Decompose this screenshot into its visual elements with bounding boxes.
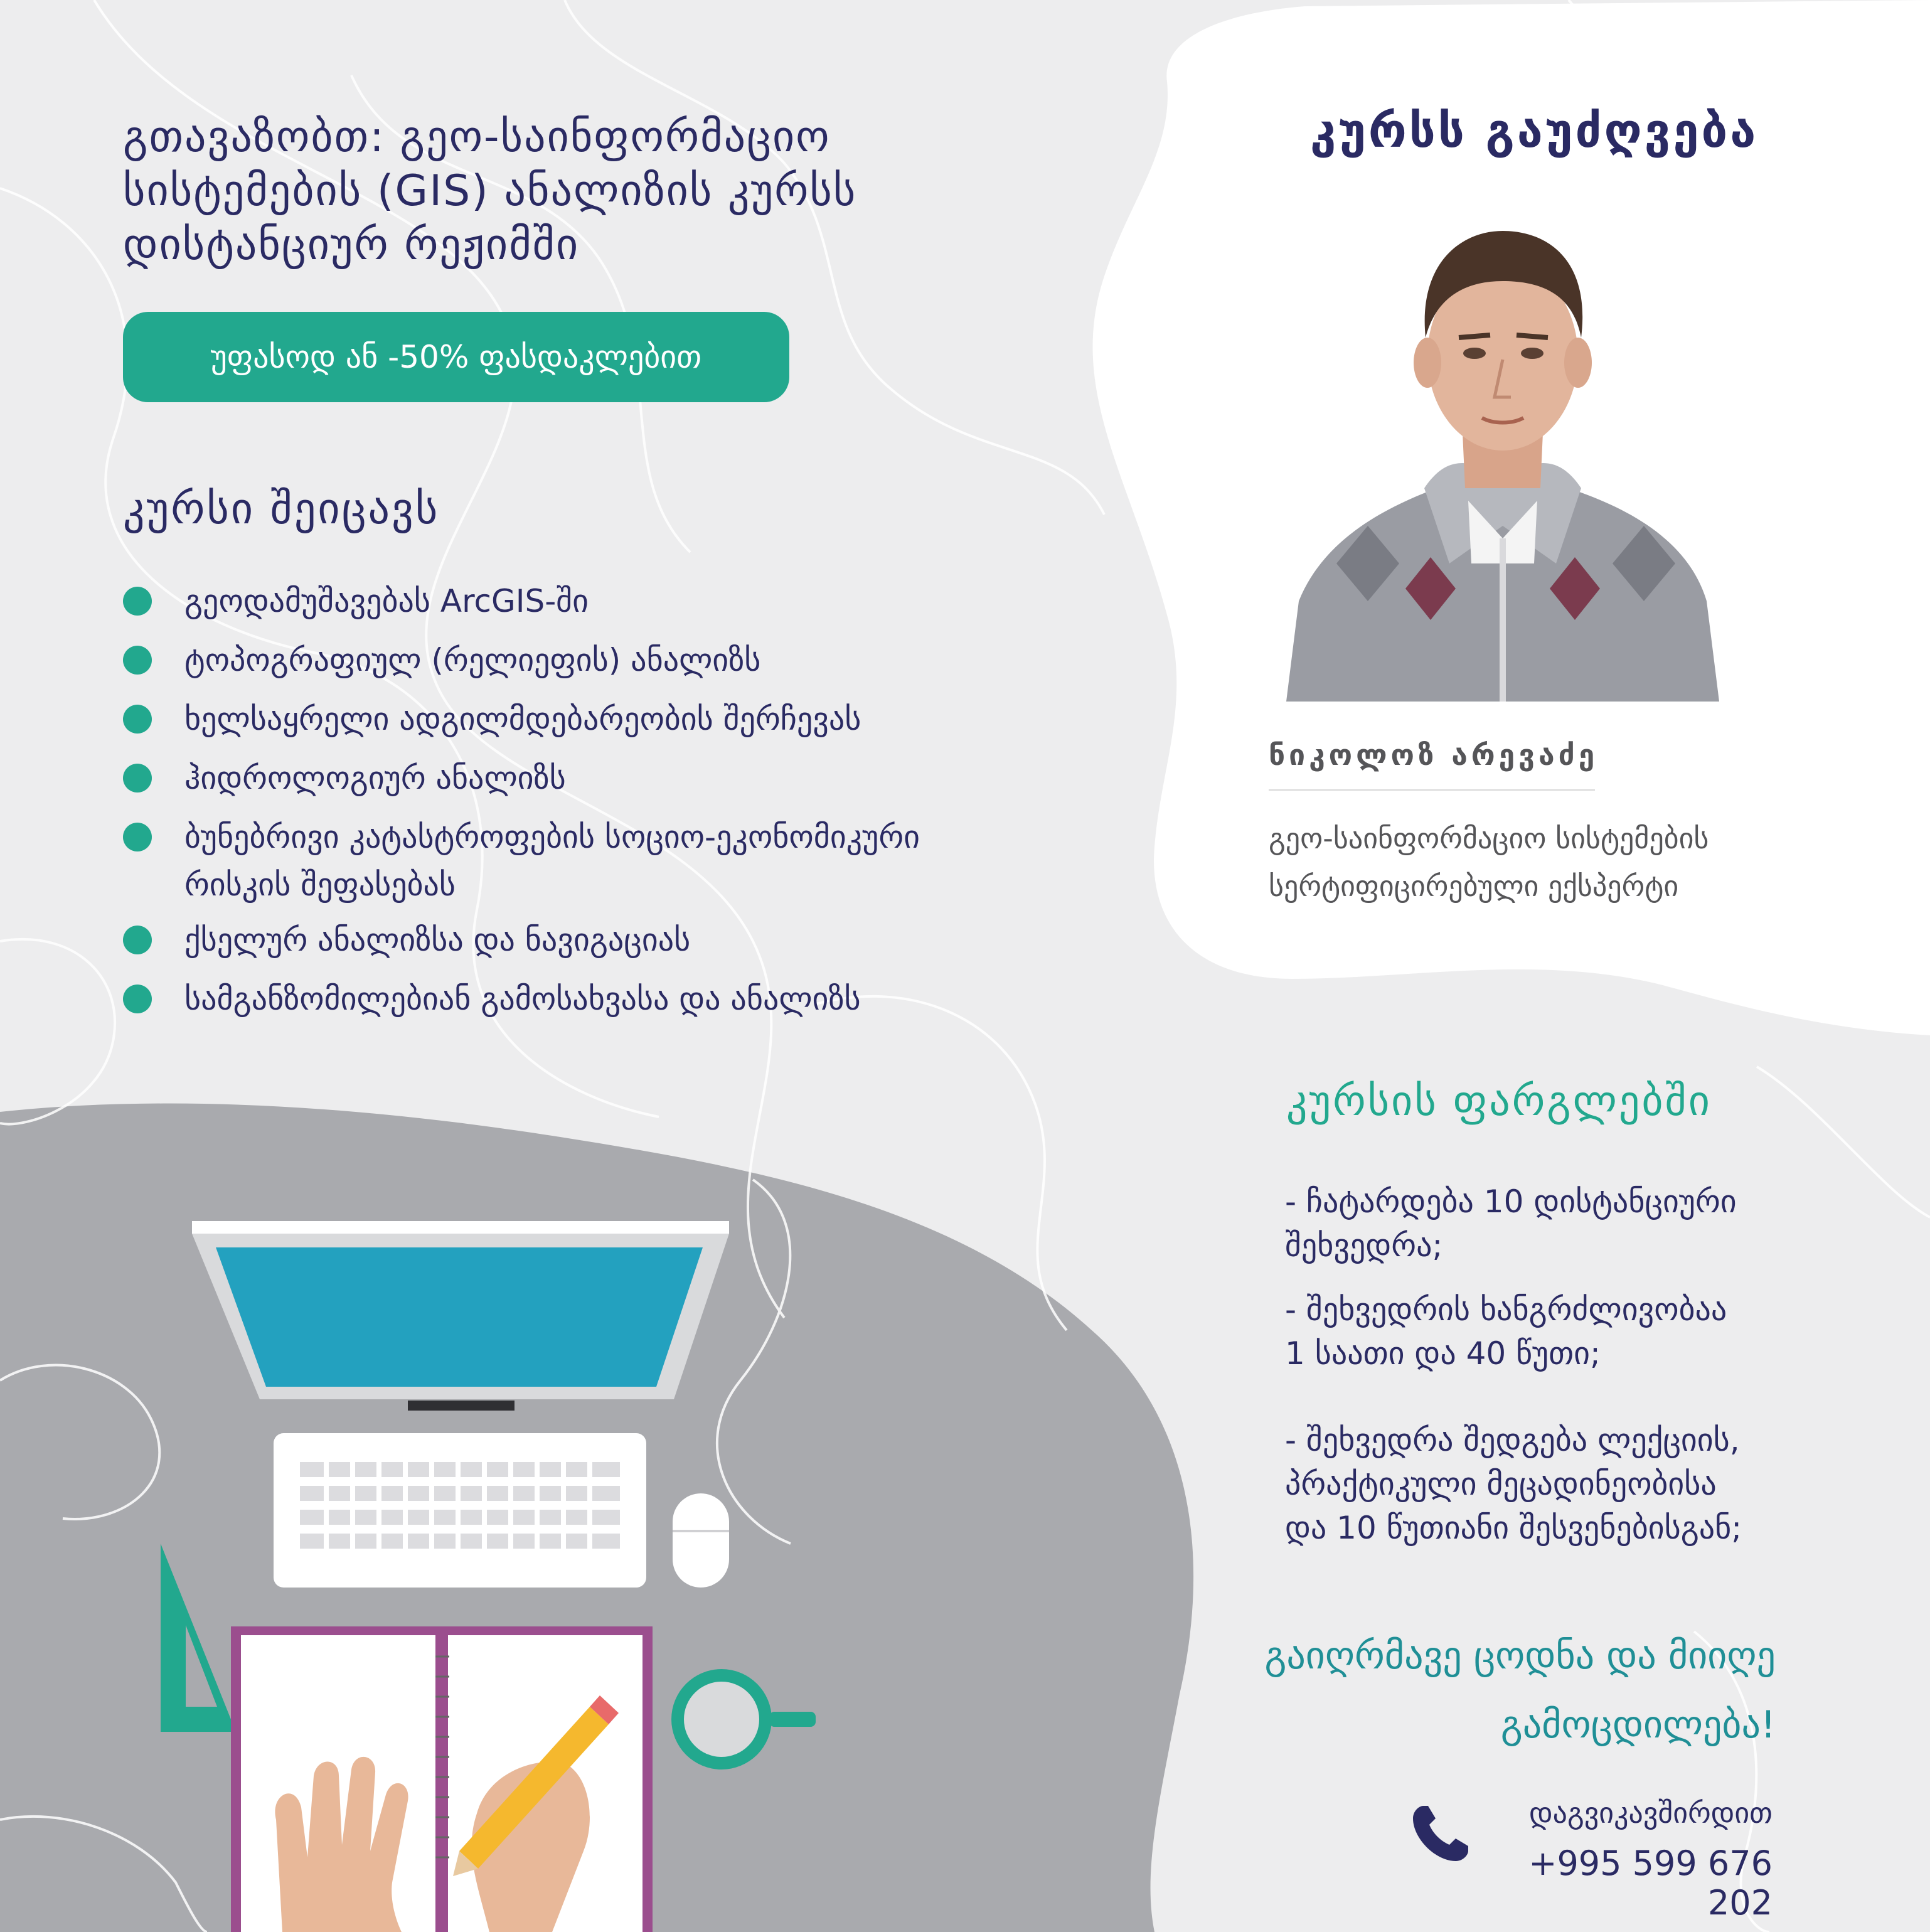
info-item-line: 1 საათი და 40 წუთი; [1285,1335,1601,1372]
instructor-role-line-1: გეო-საინფორმაციო სისტემების [1269,821,1709,855]
info-item-line: და 10 წუთიანი შესვენებისგან; [1285,1510,1742,1546]
info-item-line: პრაქტიკული მეცადინეობისა [1285,1466,1717,1502]
info-item-line: - შეხვედრის ხანგრძლივობაა [1285,1291,1727,1328]
headline-line-3: დისტანციურ რეჟიმში [123,220,580,270]
list-item-text: ჰიდროლოგიურ ანალიზს [184,760,566,796]
contact-phone[interactable]: +995 599 676 202 [1528,1844,1773,1923]
headline-line-2: სისტემების (GIS) ანალიზის კურსს [123,166,857,216]
list-item-text: ქსელურ ანალიზსა და ნავიგაციას [184,922,691,958]
headline-line-1: გთავაზობთ: გეო-საინფორმაციო [123,112,831,162]
list-item-text: ხელსაყრელი ადგილმდებარეობის შერჩევას [184,701,861,737]
instructor-name: ნიკოლოზ არევაძე [1269,738,1599,772]
info-item-line: შეხვედრა; [1285,1227,1443,1264]
slogan-line-2: გამოცდილება! [1500,1703,1776,1747]
list-item-text: გეოდამუშავებას ArcGIS-ში [184,583,589,619]
list-item-text-line-2: რისკის შეფასებას [184,867,456,903]
info-item-line: - ჩატარდება 10 დისტანციური [1285,1183,1737,1220]
within-course-title: კურსის ფარგლებში [1286,1077,1712,1125]
coffee-cup-icon [671,1669,816,1769]
contents-title: კურსი შეიცავს [123,484,440,534]
mouse-icon [673,1493,729,1588]
keyboard-icon [274,1433,646,1588]
instructor-role-line-2: სერტიფიცირებული ექსპერტი [1269,869,1679,903]
info-item-line: - შეხვედრა შედგება ლექციის, [1285,1422,1740,1458]
instructor-title: კურსს გაუძღვება [1310,104,1759,158]
list-item-text: ტოპოგრაფიულ (რელიეფის) ანალიზს [184,642,761,678]
discount-badge-label: უფასოდ ან -50% ფასდაკლებით [210,339,702,375]
contact-label: დაგვიკავშირდით [1528,1796,1773,1830]
monitor-icon [192,1221,729,1411]
list-item-text: სამგანზომილებიან გამოსახვასა და ანალიზს [184,981,861,1017]
triangle-ruler-icon [161,1544,236,1732]
slogan-line-1: გაიღრმავე ცოდნა და მიიღე [1264,1634,1776,1678]
list-item-text-line-1: ბუნებრივი კატასტროფების სოციო-ეკონომიკური [184,819,920,855]
